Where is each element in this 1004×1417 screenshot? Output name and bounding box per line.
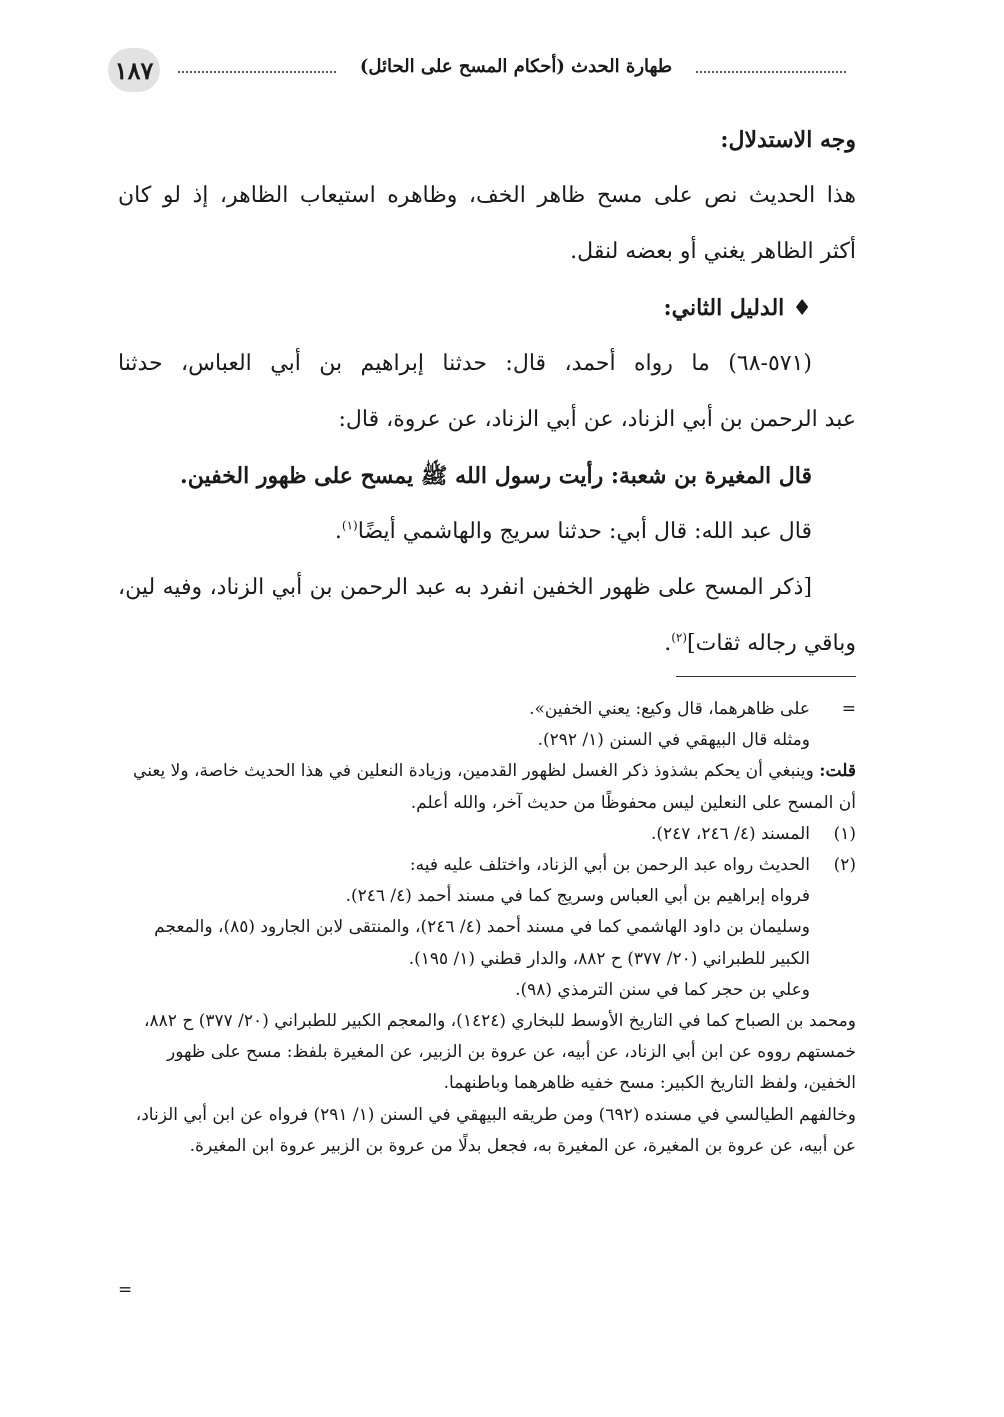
footnote-ref[interactable]: (١)	[341, 518, 358, 533]
paragraph-line	[118, 616, 856, 672]
footnote-line	[118, 975, 856, 1006]
paragraph-line: (٥٧١-٦٨) ما رواه أحمد، قال: حدثنا إبراهيم بن أبي العباس، حدثنا	[118, 351, 812, 376]
footnote-text: فرواه إبراهيم بن أبي العباس وسريج كما في مسند أحمد (٤/ ٢٤٦).	[345, 886, 810, 907]
footnote-item	[118, 850, 856, 881]
footnote-line	[118, 912, 856, 974]
footnote-ref[interactable]: (٢)	[671, 630, 688, 645]
paragraph-text: قال عبد الله: قال أبي: حدثنا سريج والهاشمي أيضًا	[357, 519, 812, 544]
paragraph-line: عبد الرحمن بن أبي الزناد، عن أبي الزناد، عن عروة، قال:	[338, 407, 856, 432]
punctuation: .	[664, 631, 672, 656]
paragraph-line: أكثر الظاهر يغني أو بعضه لنقل.	[570, 239, 856, 264]
paragraph-line: هذا الحديث نص على مسح ظاهر الخف، وظاهره استيعاب الظاهر، إذ لو كان	[118, 183, 856, 208]
footnote-number: (٢)	[833, 855, 856, 876]
page-header	[108, 44, 856, 96]
header-dotted-rule	[696, 71, 846, 73]
page-number: ١٨٧	[108, 48, 160, 92]
paragraph-text: وباقي رجاله ثقات]	[687, 631, 856, 656]
footnote-number: (١)	[833, 823, 856, 844]
footnote-text: ومثله قال البيهقي في السنن (١/ ٢٩٢).	[537, 730, 810, 751]
heading-text: الدليل الثاني:	[663, 295, 785, 321]
footnote-line	[118, 881, 856, 912]
punctuation: .	[334, 519, 342, 544]
hadith-text: قال المغيرة بن شعبة: رأيت رسول الله ﷺ يمسح على ظهور الخفين.	[180, 463, 812, 489]
footnote-text: وينبغي أن يحكم بشذوذ ذكر الغسل لظهور القدمين، وزيادة النعلين في هذا الحديث خاصة، ولا يعني أن المسح على النعلين ليس محفوظًا من حديث آخر، والله أعلم.	[133, 761, 856, 813]
flower-icon: ♦	[792, 295, 812, 321]
paragraph-line: [ذكر المسح على ظهور الخفين انفرد به عبد الرحمن بن أبي الزناد، وفيه لين،	[118, 575, 812, 600]
section-heading	[118, 280, 856, 336]
footnote-text: على ظاهرهما، قال وكيع: يعني الخفين».	[529, 699, 810, 719]
main-text	[118, 112, 856, 672]
footnote-text: وسليمان بن داود الهاشمي كما في مسند أحمد (٤/ ٢٤٦)، والمنتقى لابن الجارود (٨٥)، والمعجم الكبير للطبراني (٢٠/ ٣٧٧) ح ٨٨٢، والدار قطني (١/ ١٩٥).	[154, 917, 810, 969]
paragraph-line	[118, 504, 856, 560]
footnote-text: المسند (٤/ ٢٤٦، ٢٤٧).	[650, 823, 810, 844]
running-title: طهارة الحدث (أحكام المسح على الحائل)	[359, 56, 673, 77]
footnote-text: الحديث رواه عبد الرحمن بن أبي الزناد، واختلف عليه فيه:	[409, 855, 810, 876]
footnote-text: وعلي بن حجر كما في سنن الترمذي (٩٨).	[515, 979, 810, 1000]
footnote-text: ومحمد بن الصباح كما في التاريخ الأوسط للبخاري (١٤٢٤)، والمعجم الكبير للطبراني (٢٠/ ٣٧٧) ح ٨٨٢، خمستهم رووه عن ابن أبي الزناد، عن أبيه، عن عروة بن الزبير، عن المغيرة بلفظ: مسح على ظهور الخفين، ولفظ التاريخ الكبير: مسح خفيه ظاهرهما وباطنهما.	[144, 1011, 856, 1094]
footnote-continuation	[118, 694, 856, 725]
continuation-mark: =	[118, 1280, 133, 1300]
section-heading: وجه الاستدلال:	[720, 127, 856, 153]
footnote-text: وخالفهم الطيالسي في مسنده (٦٩٢) ومن طريقه البيهقي في السنن (١/ ٢٩١) فرواه عن ابن أبي الزناد، عن أبيه، عن عروة بن المغيرة، عن المغيرة به، فجعل بدلًا من عروة بن الزبير عروة ابن المغيرة.	[135, 1104, 856, 1156]
qult-label: قلت:	[819, 761, 856, 782]
footnote-comment	[118, 756, 856, 818]
continuation-mark: =	[841, 699, 856, 719]
footnote-line	[118, 725, 856, 756]
footnotes	[118, 694, 856, 1162]
footnote-separator	[676, 676, 856, 677]
footnote-item	[118, 819, 856, 850]
header-dotted-rule	[178, 71, 336, 73]
